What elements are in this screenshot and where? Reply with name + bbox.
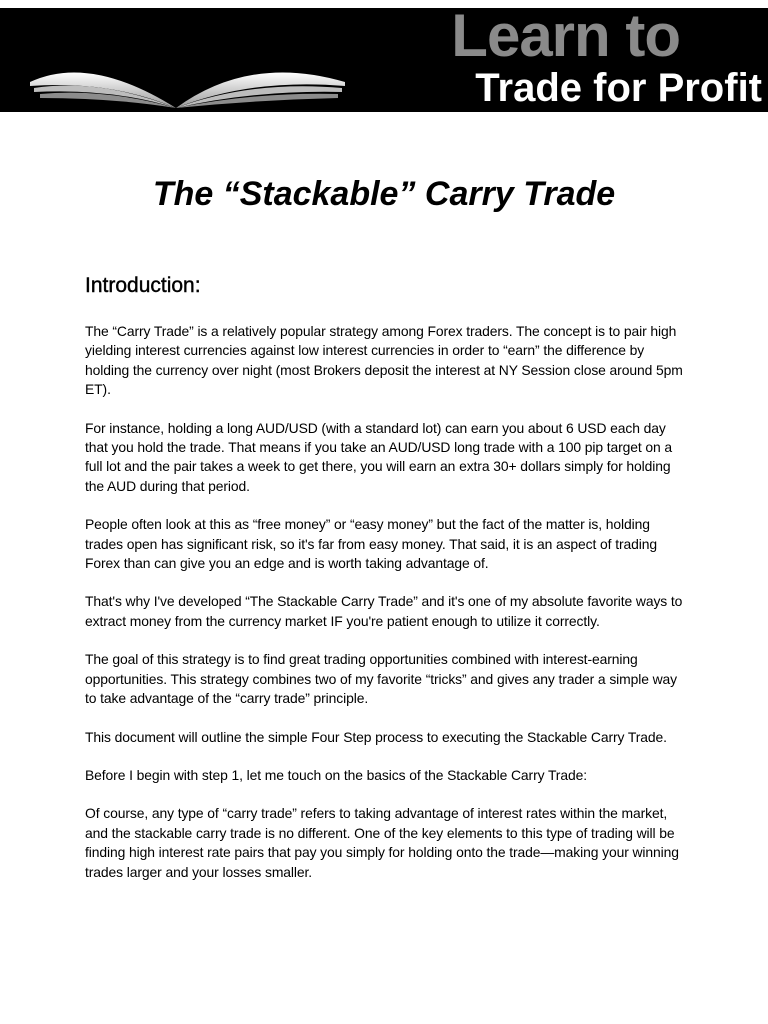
paragraph: The “Carry Trade” is a relatively popular strategy among Forex traders. The concept is to pair high yielding interest currencies against low interest currencies in order to “earn” the difference by holding the currency over night (most Brokers deposit the interest at NY Session close around 5pm ET). [85, 323, 683, 398]
paragraph: Before I begin with step 1, let me touch on the basics of the Stackable Carry Trade: [85, 766, 587, 783]
paragraph: This document will outline the simple Four Step process to executing the Stackable Carry Trade. [85, 728, 667, 745]
paragraph: Of course, any type of “carry trade” refers to taking advantage of interest rates within the market, and the stackable carry trade is no different. One of the key elements to this type of trading will be finding high interest rate pairs that pay you simply for holding onto the trade—making your winning trades larger and your losses smaller. [85, 805, 679, 880]
paragraph: For instance, holding a long AUD/USD (with a standard lot) can earn you about 6 USD each day that you hold the trade. That means if you take an AUD/USD long trade with a 100 pip target on a full lot and the pair takes a week to get there, you will earn an extra 30+ dollars simply for holding the AUD during that period. [85, 419, 673, 494]
paragraph: People often look at this as “free money” or “easy money” but the fact of the matter is, holding trades open has significant risk, so it's far from easy money. That said, it is an aspect of trading Forex than can give you an edge and is worth taking advantage of. [85, 516, 657, 572]
banner-trade-for-profit: Trade for Profit [475, 66, 762, 110]
document-title: The “Stackable” Carry Trade [152, 175, 616, 213]
open-book-logo-icon [0, 8, 360, 112]
body-text [85, 322, 685, 901]
paragraph: That's why I've developed “The Stackable Carry Trade” and it's one of my absolute favorite ways to extract money from the currency market IF you're patient enough to utilize it correctly. [85, 593, 683, 629]
paragraph: The goal of this strategy is to find great trading opportunities combined with interest-earning opportunities. This strategy combines two of my favorite “tricks” and gives any trader a simple way to take advantage of the “carry trade” principle. [85, 651, 678, 707]
banner-learn-to: Learn to [451, 8, 680, 69]
section-heading-introduction: Introduction: [85, 274, 201, 297]
header-banner [0, 8, 768, 112]
